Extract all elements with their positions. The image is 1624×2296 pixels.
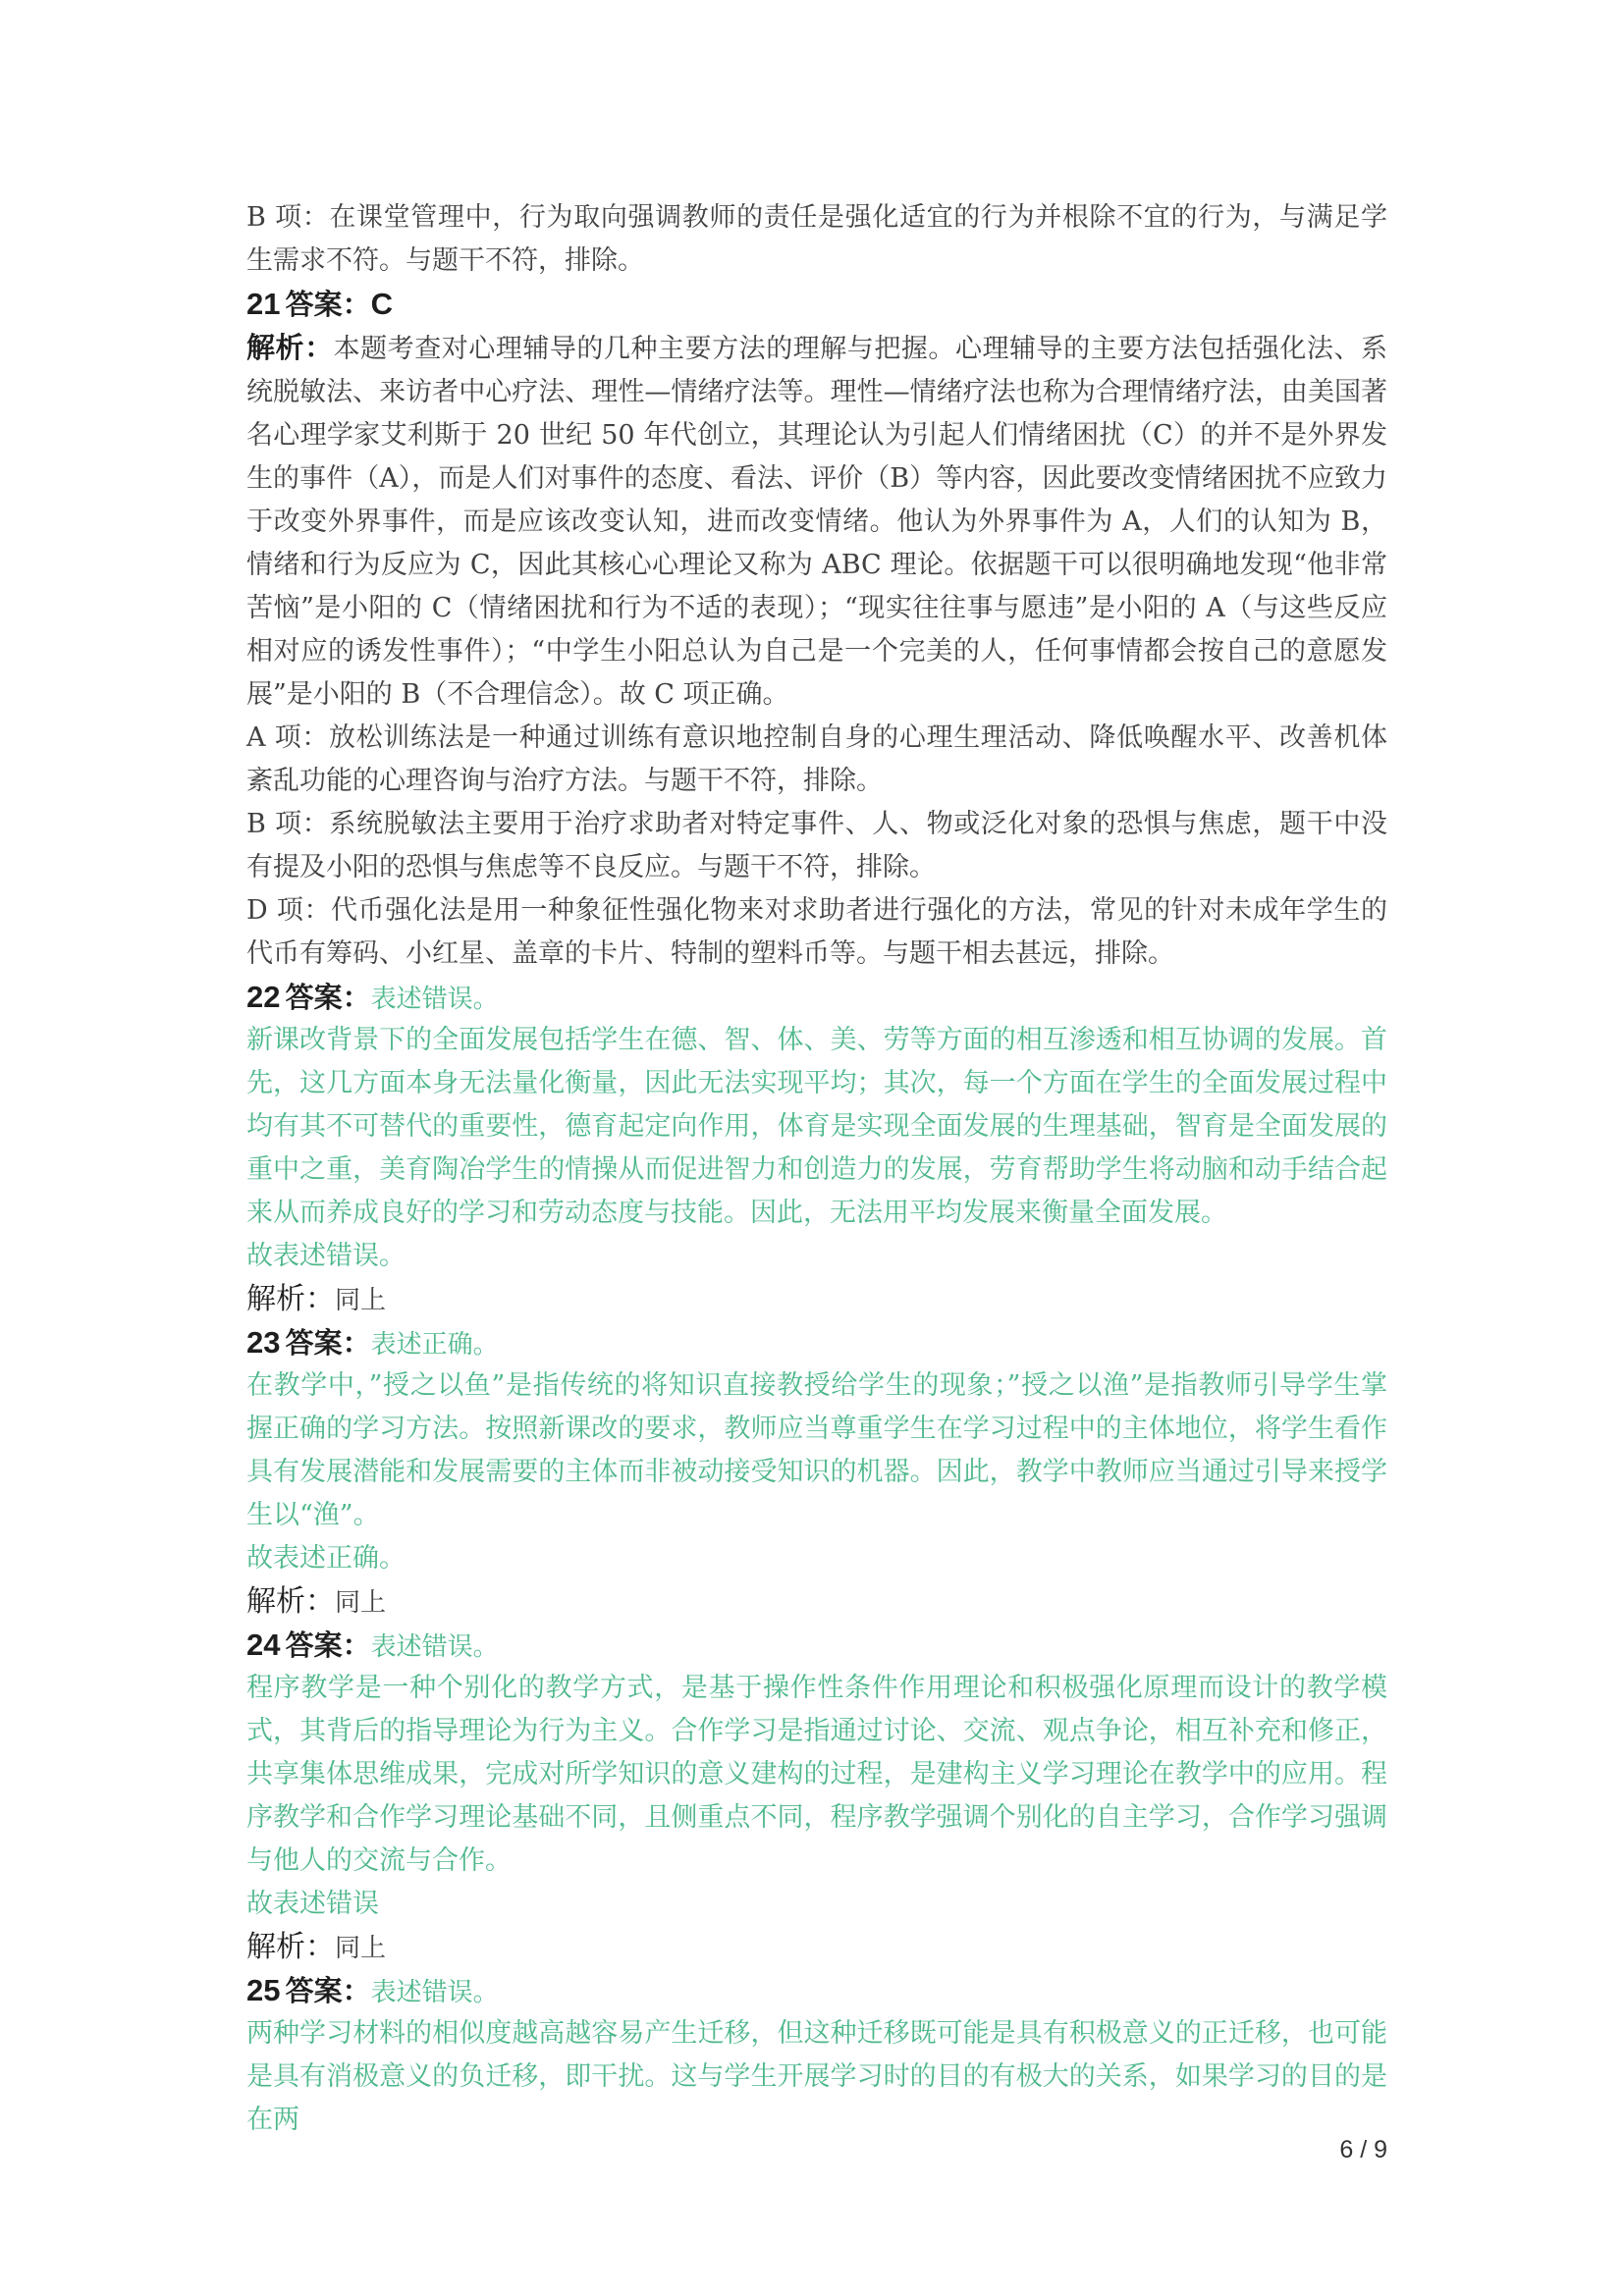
q23-number: 23	[246, 1325, 281, 1360]
q22-number: 22	[246, 980, 281, 1014]
q24-answer-label: 答案：	[285, 1629, 371, 1662]
q24-explanation: 程序教学是一种个别化的教学方式，是基于操作性条件作用理论和积极强化原理而设计的教学模式，其背后的指导理论为行为主义。合作学习是指通过讨论、交流、观点争论，相互补充和修正，共享集体思维成果，完成对所学知识的意义建构的过程，是建构主义学习理论在教学中的应用。程序教学和合作学习理论基础不同，且侧重点不同，程序教学强调个别化的自主学习，合作学习强调与他人的交流与合作。	[246, 1673, 1387, 1876]
page-number: 6 / 9	[1339, 2136, 1387, 2163]
q22-conclusion: 故表述错误。	[246, 1241, 406, 1271]
q21-analysis-paragraph	[246, 326, 1387, 717]
q23-analysis-label: 解析：	[246, 1584, 335, 1619]
q25-answer-heading	[246, 1969, 1387, 2012]
q24-answer-heading	[246, 1624, 1387, 1667]
q22-answer-heading	[246, 976, 1387, 1019]
q21-analysis-label: 解析：	[246, 331, 334, 364]
q22-analysis-heading	[246, 1278, 1387, 1321]
q21-answer-label: 答案：	[285, 288, 371, 321]
q21-option-b: B 项：系统脱敏法主要用于治疗求助者对特定事件、人、物或泛化对象的恐惧与焦虑，题干中没有提及小阳的恐惧与焦虑等不良反应。与题干不符，排除。	[246, 809, 1387, 882]
document-page	[246, 196, 1387, 2142]
q22-analysis-text: 同上	[335, 1286, 387, 1315]
q24-answer-value: 表述错误。	[370, 1632, 499, 1662]
q22-answer-label: 答案：	[285, 981, 371, 1014]
q24-number: 24	[246, 1628, 281, 1662]
q23-answer-heading	[246, 1321, 1387, 1364]
q21-answer-value: C	[370, 287, 393, 321]
q21-analysis-text: 本题考查对心理辅导的几种主要方法的理解与把握。心理辅导的主要方法包括强化法、系统脱敏法、来访者中心疗法、理性—情绪疗法等。理性—情绪疗法也称为合理情绪疗法，由美国著名心理学家艾利斯于 20 世纪 50 年代创立，其理论认为引起人们情绪困扰（C）的并不是外界发生的事件（A），而是人们对事件的态度、看法、评价（B）等内容，因此要改变情绪困扰不应致力于改变外界事件，而是应该改变认知，进而改变情绪。他认为外界事件为 A，人们的认知为 B，情绪和行为反应为 C，因此其核心心理论又称为 ABC 理论。依据题干可以很明确地发现“他非常苦恼”是小阳的 C（情绪困扰和行为不适的表现）；“现实往往事与愿违”是小阳的 A（与这些反应相对应的诱发性事件）；“中学生小阳总认为自己是一个完美的人，任何事情都会按自己的意愿发展”是小阳的 B（不合理信念）。故 C 项正确。	[246, 334, 1387, 710]
q21-option-a: A 项：放松训练法是一种通过训练有意识地控制自身的心理生理活动、降低唤醒水平、改善机体紊乱功能的心理咨询与治疗方法。与题干不符，排除。	[246, 722, 1387, 796]
q25-answer-value: 表述错误。	[370, 1978, 499, 2007]
q23-explanation: 在教学中，”授之以鱼”是指传统的将知识直接教授给学生的现象；”授之以渔”是指教师引导学生掌握正确的学习方法。按照新课改的要求，教师应当尊重学生在学习过程中的主体地位，将学生看作具有发展潜能和发展需要的主体而非被动接受知识的机器。因此，教学中教师应当通过引导来授学生以“渔”。	[246, 1370, 1387, 1530]
q23-analysis-text: 同上	[335, 1588, 387, 1618]
q21-number: 21	[246, 287, 281, 321]
option-b-paragraph: B 项：在课堂管理中，行为取向强调教师的责任是强化适宜的行为并根除不宜的行为，与满足学生需求不符。与题干不符，排除。	[246, 202, 1387, 276]
q23-answer-label: 答案：	[285, 1326, 371, 1360]
q24-conclusion: 故表述错误	[246, 1889, 379, 1919]
q25-explanation: 两种学习材料的相似度越高越容易产生迁移，但这种迁移既可能是具有积极意义的正迁移，也可能是具有消极意义的负迁移，即干扰。这与学生开展学习时的目的有极大的关系，如果学习的目的是在两	[246, 2018, 1387, 2135]
q22-answer-value: 表述错误。	[370, 985, 499, 1014]
q24-analysis-heading	[246, 1926, 1387, 1969]
q24-analysis-label: 解析：	[246, 1930, 335, 1964]
q22-analysis-label: 解析：	[246, 1282, 335, 1316]
q25-answer-label: 答案：	[285, 1974, 371, 2007]
q23-answer-value: 表述正确。	[370, 1330, 499, 1360]
q22-explanation: 新课改背景下的全面发展包括学生在德、智、体、美、劳等方面的相互渗透和相互协调的发展。首先，这几方面本身无法量化衡量，因此无法实现平均；其次，每一个方面在学生的全面发展过程中均有其不可替代的重要性，德育起定向作用，体育是实现全面发展的生理基础，智育是全面发展的重中之重，美育陶冶学生的情操从而促进智力和创造力的发展，劳育帮助学生将动脑和动手结合起来从而养成良好的学习和劳动态度与技能。因此，无法用平均发展来衡量全面发展。	[246, 1025, 1387, 1228]
q23-analysis-heading	[246, 1580, 1387, 1624]
q21-option-d: D 项：代币强化法是用一种象征性强化物来对求助者进行强化的方法，常见的针对未成年学生的代币有筹码、小红星、盖章的卡片、特制的塑料币等。与题干相去甚远，排除。	[246, 895, 1387, 969]
q24-analysis-text: 同上	[335, 1934, 387, 1963]
q25-number: 25	[246, 1973, 281, 2007]
q21-answer-heading	[246, 283, 1387, 326]
q23-conclusion: 故表述正确。	[246, 1543, 406, 1574]
